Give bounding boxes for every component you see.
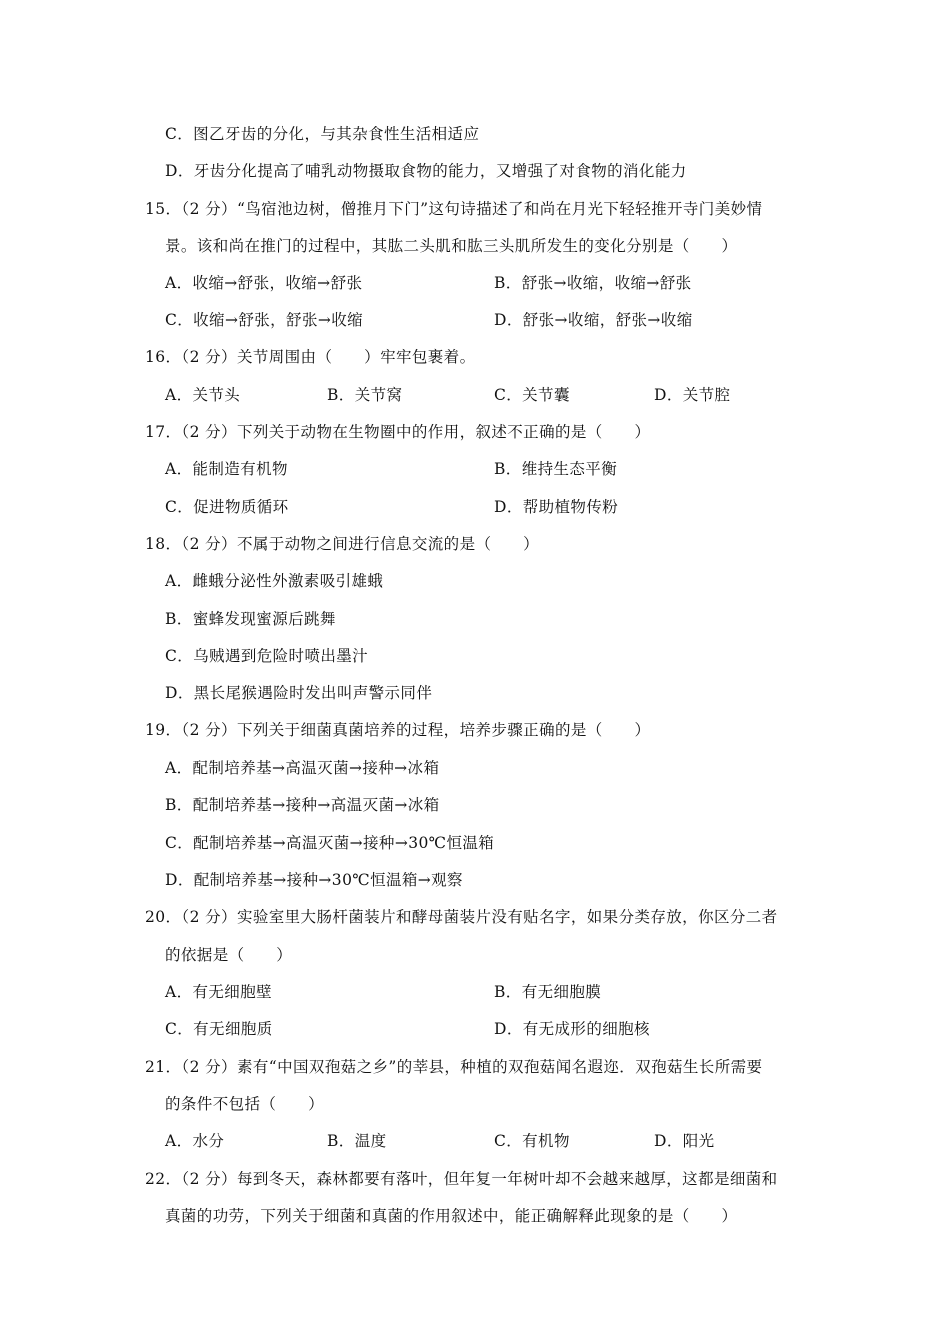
q20-option-c: C．有无细胞质 — [165, 1020, 273, 1038]
q20-option-a: A．有无细胞壁 — [165, 983, 272, 1001]
q18-option-c: C．乌贼遇到危险时喷出墨汁 — [165, 647, 369, 665]
q20-stem-line1: 20．（2 分）实验室里大肠杆菌装片和酵母菌装片没有贴名字，如果分类存放，你区分二者 — [145, 908, 778, 926]
q21-option-a: A．水分 — [165, 1132, 225, 1150]
q22-stem-line1: 22．（2 分）每到冬天，森林都要有落叶，但年复一年树叶却不会越来越厚，这都是细菌和 — [145, 1170, 778, 1188]
q18-option-b: B．蜜蜂发现蜜源后跳舞 — [165, 610, 336, 628]
q17-option-c: C．促进物质循环 — [165, 498, 289, 516]
q18-option-d: D．黑长尾猴遇险时发出叫声警示同伴 — [165, 684, 433, 702]
q21-option-d: D．阳光 — [654, 1132, 715, 1150]
q19-option-b: B．配制培养基→接种→高温灭菌→冰箱 — [165, 796, 440, 814]
q18-stem: 18．（2 分）不属于动物之间进行信息交流的是（ ） — [145, 535, 540, 553]
q15-option-d: D．舒张→收缩，舒张→收缩 — [494, 311, 693, 329]
q21-stem-line1: 21．（2 分）素有“中国双孢菇之乡”的莘县，种植的双孢菇闻名遐迩．双孢菇生长所需要 — [145, 1058, 763, 1076]
q15-stem-line1: 15．（2 分）“鸟宿池边树，僧推月下门”这句诗描述了和尚在月光下轻轻推开寺门美妙情 — [145, 200, 763, 218]
q19-option-d: D．配制培养基→接种→30℃恒温箱→观察 — [165, 871, 463, 889]
q15-stem-line2: 景。该和尚在推门的过程中，其肱二头肌和肱三头肌所发生的变化分别是（ ） — [165, 237, 738, 255]
q16-option-c: C．关节囊 — [494, 386, 570, 404]
q21-option-b: B．温度 — [327, 1132, 387, 1150]
q19-stem: 19．（2 分）下列关于细菌真菌培养的过程，培养步骤正确的是（ ） — [145, 721, 651, 739]
q21-option-c: C．有机物 — [494, 1132, 570, 1150]
q21-stem-line2: 的条件不包括（ ） — [165, 1095, 325, 1113]
q16-stem: 16．（2 分）关节周围由（ ）牢牢包裹着。 — [145, 348, 476, 366]
q17-option-a: A．能制造有机物 — [165, 460, 288, 478]
q17-option-b: B．维持生态平衡 — [494, 460, 618, 478]
q17-stem: 17．（2 分）下列关于动物在生物圈中的作用，叙述不正确的是（ ） — [145, 423, 651, 441]
q15-option-b: B．舒张→收缩，收缩→舒张 — [494, 274, 692, 292]
q20-stem-line2: 的依据是（ ） — [165, 946, 293, 964]
q19-option-c: C．配制培养基→高温灭菌→接种→30℃恒温箱 — [165, 834, 495, 852]
q15-option-a: A．收缩→舒张，收缩→舒张 — [165, 274, 363, 292]
q20-option-b: B．有无细胞膜 — [494, 983, 602, 1001]
q18-option-a: A．雌蛾分泌性外激素吸引雄蛾 — [165, 572, 384, 590]
q20-option-d: D．有无成形的细胞核 — [494, 1020, 650, 1038]
q14-option-c: C．图乙牙齿的分化，与其杂食性生活相适应 — [165, 125, 480, 143]
q15-option-c: C．收缩→舒张，舒张→收缩 — [165, 311, 364, 329]
q19-option-a: A．配制培养基→高温灭菌→接种→冰箱 — [165, 759, 440, 777]
q22-stem-line2: 真菌的功劳，下列关于细菌和真菌的作用叙述中，能正确解释此现象的是（ ） — [165, 1207, 738, 1225]
q14-option-d: D．牙齿分化提高了哺乳动物摄取食物的能力，又增强了对食物的消化能力 — [165, 162, 687, 180]
q17-option-d: D．帮助植物传粉 — [494, 498, 619, 516]
q16-option-b: B．关节窝 — [327, 386, 403, 404]
q16-option-d: D．关节腔 — [654, 386, 731, 404]
q16-option-a: A．关节头 — [165, 386, 241, 404]
